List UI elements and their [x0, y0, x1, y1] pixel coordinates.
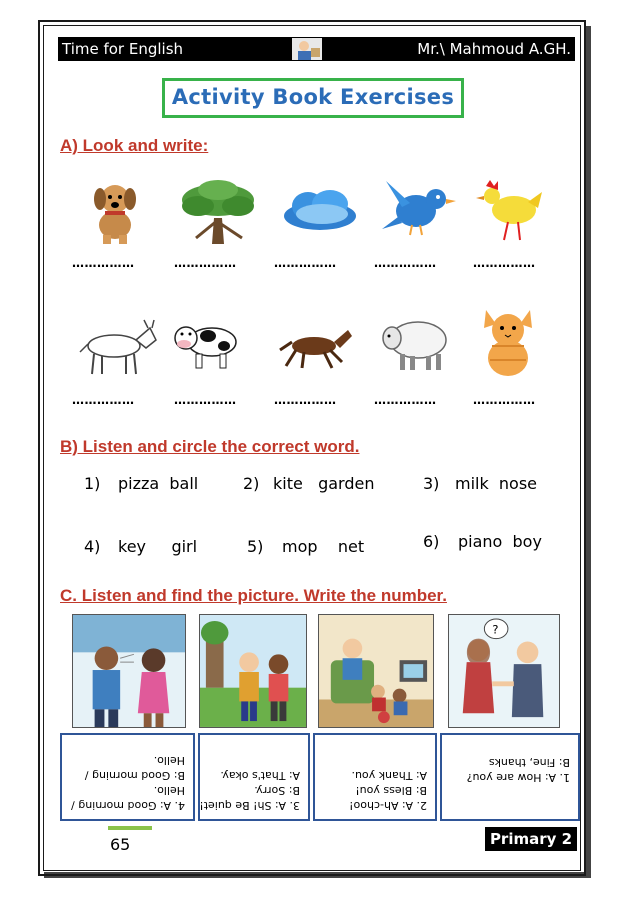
dialogue-2-line-1: 2. A: Ah-choo! — [349, 799, 427, 812]
page-number: 65 — [110, 835, 131, 854]
dialogue-box-3 — [198, 733, 310, 821]
sneeze-scene-picture — [72, 614, 186, 728]
blank-3[interactable]: …………… — [274, 256, 337, 270]
svg-text:?: ? — [492, 622, 499, 637]
dialogue-3-line-2: B: Sorry. — [254, 784, 300, 797]
goat-picture — [72, 318, 162, 376]
item-1-words[interactable]: pizza ball — [118, 474, 199, 493]
sheep-picture — [378, 314, 454, 374]
horse-picture — [276, 326, 356, 370]
grade-label: Primary 2 — [485, 827, 577, 851]
dialogue-box-4 — [60, 733, 195, 821]
header-title: Time for English — [58, 37, 286, 61]
blank-8[interactable]: …………… — [274, 393, 337, 407]
blank-10[interactable]: …………… — [473, 393, 536, 407]
blank-5[interactable]: …………… — [473, 256, 536, 270]
dialogue-3-line-1: 3. A: Sh! Be quiet! — [199, 799, 300, 812]
blank-7[interactable]: …………… — [174, 393, 237, 407]
dialogue-1-line-2: B: Fine, thanks — [488, 756, 570, 769]
bird-picture — [380, 177, 460, 239]
item-3-number: 3) — [423, 474, 440, 493]
item-4-words[interactable]: key girl — [118, 537, 198, 556]
page-title: Activity Book Exercises — [171, 85, 455, 109]
blank-9[interactable]: …………… — [374, 393, 437, 407]
page-number-mark — [108, 826, 152, 830]
item-5-number: 5) — [247, 537, 264, 556]
item-4-number: 4) — [84, 537, 101, 556]
dialogue-4-line-1: 4. A: Good morning / — [71, 799, 185, 812]
teacher-icon — [292, 38, 322, 60]
frame-shadow-right — [586, 26, 591, 878]
blank-4[interactable]: …………… — [374, 256, 437, 270]
dialogue-3-line-3: A: That's okay. — [220, 769, 300, 782]
item-2-words[interactable]: kite garden — [273, 474, 375, 493]
dialogue-2-line-3: A: Thank you. — [351, 769, 427, 782]
living-room-scene-picture — [318, 614, 434, 728]
blank-1[interactable]: …………… — [72, 256, 135, 270]
dialogue-box-2 — [313, 733, 437, 821]
item-6-number: 6) — [423, 532, 440, 551]
dialogue-1-line-1: 1. A: How are you? — [466, 771, 570, 784]
item-6-words[interactable]: piano boy — [458, 532, 542, 551]
blank-2[interactable]: …………… — [174, 256, 237, 270]
section-c-heading: C. Listen and find the picture. Write the number. — [60, 586, 447, 605]
item-1-number: 1) — [84, 474, 101, 493]
item-5-words[interactable]: mop net — [282, 537, 365, 556]
dialogue-4-line-2: Hello. — [153, 784, 185, 797]
tree-picture — [176, 178, 260, 244]
dialogue-2-line-2: B: Bless you! — [355, 784, 427, 797]
item-2-number: 2) — [243, 474, 260, 493]
cat-picture — [478, 306, 538, 378]
cow-picture — [172, 316, 242, 372]
section-a-heading: A) Look and write: — [60, 136, 209, 155]
item-3-words[interactable]: milk nose — [455, 474, 538, 493]
cloud-picture — [280, 188, 360, 234]
dialogue-4-line-3: B: Good morning / — [84, 769, 185, 782]
park-scene-picture — [199, 614, 307, 728]
dialogue-4-line-4: Hello. — [153, 754, 185, 767]
section-b-heading: B) Listen and circle the correct word. — [60, 437, 360, 456]
greeting-scene-picture — [448, 614, 560, 728]
dialogue-box-1 — [440, 733, 580, 821]
chicken-picture — [474, 178, 544, 244]
dog-picture — [85, 177, 145, 245]
header-author: Mr.\ Mahmoud A.GH. — [372, 37, 575, 61]
blank-6[interactable]: …………… — [72, 393, 135, 407]
